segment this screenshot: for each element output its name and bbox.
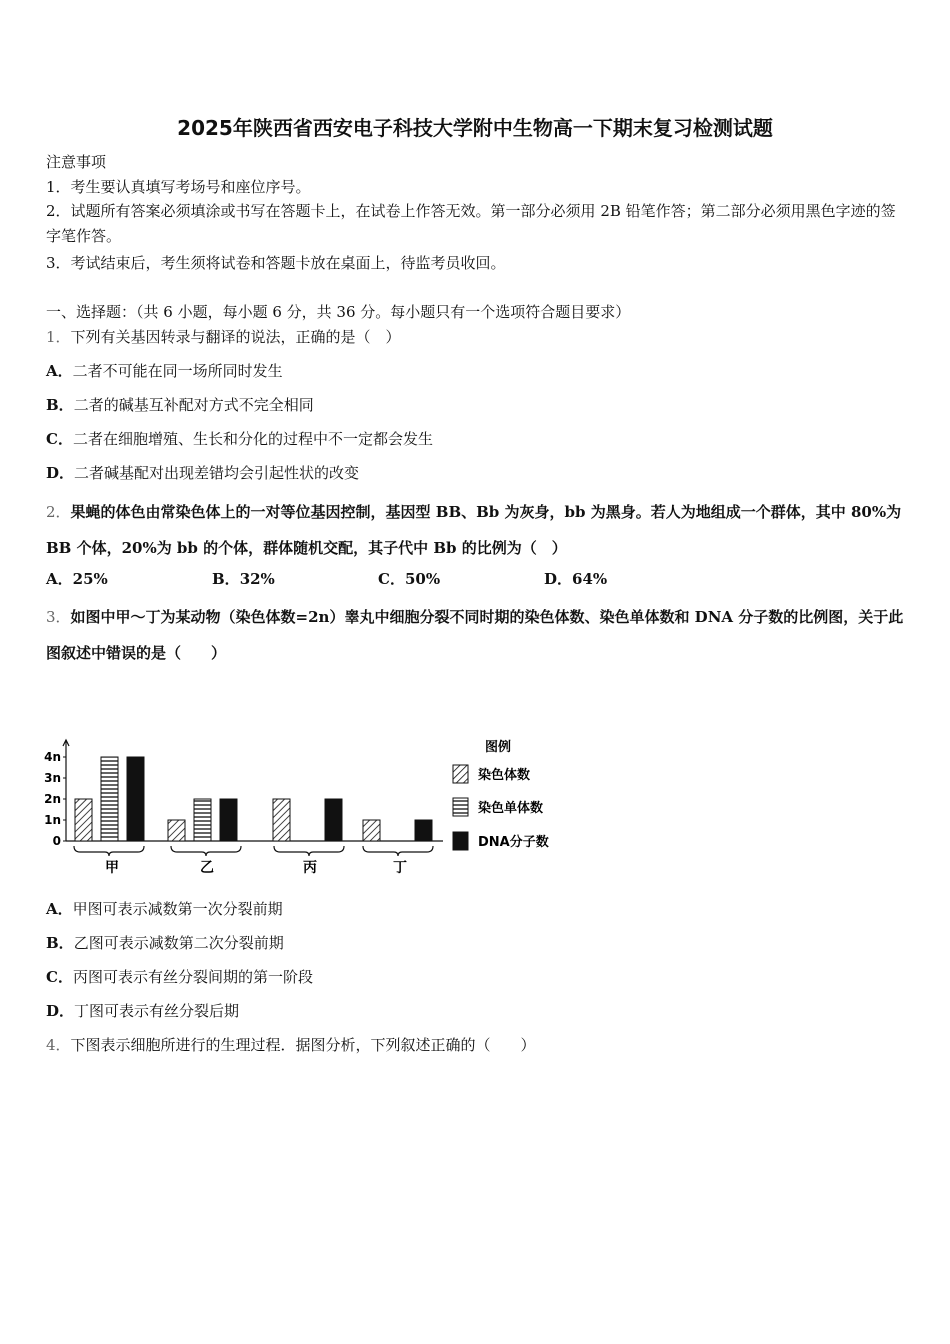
bar-甲-染色单体数 bbox=[101, 757, 118, 841]
category-label: 丙 bbox=[303, 860, 317, 876]
bar-甲-染色体数 bbox=[75, 799, 92, 841]
q1-option-c[interactable]: C．二者在细胞增殖、生长和分化的过程中不一定都会发生 bbox=[46, 430, 433, 448]
q2-option-a[interactable]: A．25% bbox=[46, 570, 108, 588]
bar-chart bbox=[40, 732, 560, 877]
question-stem: 果蝇的体色由常染色体上的一对等位基因控制，基因型 BB、Bb 为灰身，bb 为黑身。若人为地组成一个群体，其中 80%为 BB 个体，20%为 bb 的个体，群体随机交配，其子代中 Bb 的比例为（ ） bbox=[46, 503, 902, 557]
notice-heading: 注意事项 bbox=[46, 153, 107, 171]
q2-option-b[interactable]: B．32% bbox=[212, 570, 275, 588]
question-number: 1． bbox=[46, 328, 71, 346]
category-brace bbox=[171, 846, 241, 856]
page-title: 2025年陕西省西安电子科技大学附中生物高一下期末复习检测试题 bbox=[177, 116, 773, 140]
legend-label: 染色体数 bbox=[478, 768, 531, 783]
category-label: 甲 bbox=[105, 860, 119, 876]
q1-option-b[interactable]: B．二者的碱基互补配对方式不完全相同 bbox=[46, 396, 314, 414]
y-tick-label: 0 bbox=[52, 834, 61, 848]
q2-options bbox=[46, 569, 710, 589]
category-brace bbox=[274, 846, 344, 856]
legend-swatch bbox=[453, 832, 468, 850]
q2-option-c[interactable]: C．50% bbox=[378, 570, 441, 588]
question-number: 2． bbox=[46, 503, 71, 521]
question-2 bbox=[46, 494, 908, 566]
legend-label: DNA分子数 bbox=[478, 835, 549, 850]
y-tick-label: 4n bbox=[44, 750, 61, 764]
q1-option-a[interactable]: A．二者不可能在同一场所同时发生 bbox=[46, 362, 283, 380]
legend-swatch bbox=[453, 798, 468, 816]
question-3 bbox=[46, 599, 908, 671]
q2-option-d[interactable]: D．64% bbox=[544, 570, 608, 588]
bar-甲-DNA分子数 bbox=[127, 757, 144, 841]
legend-title: 图例 bbox=[485, 740, 512, 755]
category-label: 丁 bbox=[393, 860, 407, 876]
category-brace bbox=[74, 846, 144, 856]
notice-item-1: 1．考生要认真填写考场号和座位序号。 bbox=[46, 178, 311, 196]
notice-item-2: 2．试题所有答案必须填涂或书写在答题卡上，在试卷上作答无效。第一部分必须用 2B 铅笔作答；第二部分必须用黑色字迹的签字笔作答。 bbox=[46, 202, 896, 245]
legend-label: 染色单体数 bbox=[478, 801, 544, 816]
y-tick-label: 2n bbox=[44, 792, 61, 806]
q3-option-a[interactable]: A．甲图可表示减数第一次分裂前期 bbox=[46, 900, 283, 918]
notice-item-3: 3．考试结束后，考生须将试卷和答题卡放在桌面上，待监考员收回。 bbox=[46, 254, 506, 272]
category-label: 乙 bbox=[200, 860, 214, 876]
bar-乙-染色体数 bbox=[168, 820, 185, 841]
question-1 bbox=[46, 327, 401, 347]
question-4 bbox=[46, 1035, 536, 1055]
bar-丁-DNA分子数 bbox=[415, 820, 432, 841]
question-number: 3． bbox=[46, 608, 71, 626]
bar-丙-DNA分子数 bbox=[325, 799, 342, 841]
y-tick-label: 1n bbox=[44, 813, 61, 827]
bar-丁-染色体数 bbox=[363, 820, 380, 841]
bar-丙-染色体数 bbox=[273, 799, 290, 841]
question-stem: 如图中甲～丁为某动物（染色体数=2n）睾丸中细胞分裂不同时期的染色体数、染色单体数和 DNA 分子数的比例图，关于此图叙述中错误的是（ ） bbox=[46, 608, 904, 662]
bar-乙-染色单体数 bbox=[194, 799, 211, 841]
q3-option-b[interactable]: B．乙图可表示减数第二次分裂前期 bbox=[46, 934, 284, 952]
category-brace bbox=[363, 846, 433, 856]
question-stem: 下图表示细胞所进行的生理过程．据图分析，下列叙述正确的（ ） bbox=[70, 1036, 536, 1054]
question-stem: 下列有关基因转录与翻译的说法，正确的是（ ） bbox=[70, 328, 401, 346]
question-number: 4． bbox=[46, 1036, 71, 1054]
section-heading: 一、选择题：（共 6 小题，每小题 6 分，共 36 分。每小题只有一个选项符合题目要求） bbox=[46, 303, 631, 321]
q3-option-c[interactable]: C．丙图可表示有丝分裂间期的第一阶段 bbox=[46, 968, 313, 986]
q3-option-d[interactable]: D．丁图可表示有丝分裂后期 bbox=[46, 1002, 240, 1020]
y-tick-label: 3n bbox=[44, 771, 61, 785]
bar-乙-DNA分子数 bbox=[220, 799, 237, 841]
legend-swatch bbox=[453, 765, 468, 783]
q1-option-d[interactable]: D．二者碱基配对出现差错均会引起性状的改变 bbox=[46, 464, 360, 482]
